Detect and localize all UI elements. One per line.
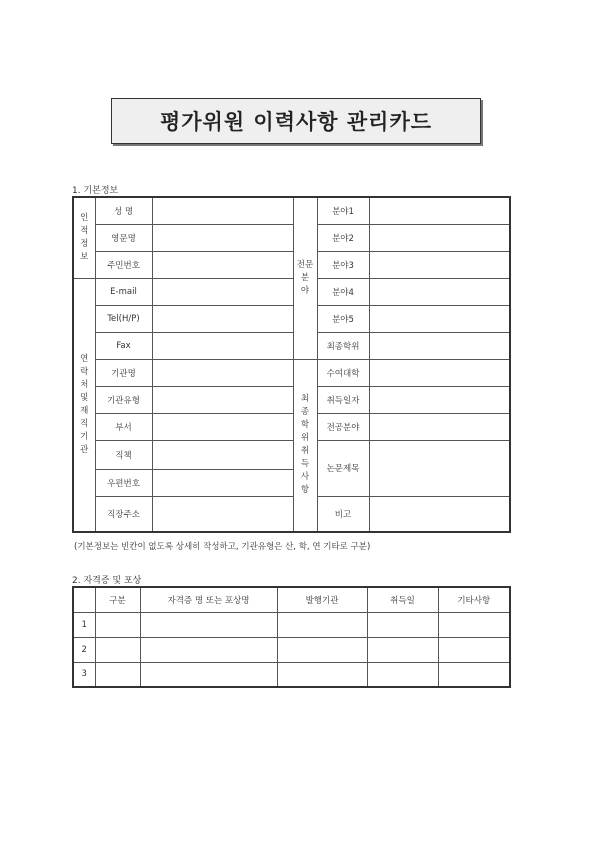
field-org-name[interactable] [152,359,293,386]
degree-group-label: 최 종 학 위 취 득 사 항 [293,359,317,532]
label-field2: 분야2 [317,224,369,251]
section2-heading: 2. 자격증 및 포상 [72,576,142,586]
cell-issuer[interactable] [277,662,367,687]
cell-category[interactable] [95,662,140,687]
field-english-name[interactable] [152,224,293,251]
table-row [73,662,510,687]
field-university[interactable] [369,359,510,386]
field-position[interactable] [152,440,293,469]
page-title: 평가위원 이력사항 관리카드 [111,98,481,144]
field-department[interactable] [152,413,293,440]
label-final-degree: 최종학위 [317,332,369,359]
table-row [73,637,510,662]
field-field2[interactable] [369,224,510,251]
col-header-issuer: 발행기관 [277,587,367,612]
cell-issuer[interactable] [277,612,367,637]
field-field3[interactable] [369,251,510,278]
field-field5[interactable] [369,305,510,332]
field-field4[interactable] [369,278,510,305]
field-org-type[interactable] [152,386,293,413]
table-row [73,612,510,637]
cell-other[interactable] [438,662,510,687]
cell-acquired-date[interactable] [367,612,438,637]
field-email[interactable] [152,278,293,305]
col-header-acquired-date: 취득일 [367,587,438,612]
label-org-type: 기관유형 [95,386,152,413]
field-thesis-title[interactable] [369,440,510,496]
label-field3: 분야3 [317,251,369,278]
cell-category[interactable] [95,612,140,637]
field-major[interactable] [369,413,510,440]
field-name[interactable] [152,197,293,224]
label-major: 전공분야 [317,413,369,440]
field-acquired-date[interactable] [369,386,510,413]
col-header-other: 기타사항 [438,587,510,612]
label-name: 성 명 [95,197,152,224]
cell-other[interactable] [438,637,510,662]
label-thesis-title: 논문제목 [317,440,369,496]
field-field1[interactable] [369,197,510,224]
label-english-name: 영문명 [95,224,152,251]
row-number: 3 [73,662,95,687]
cell-acquired-date[interactable] [367,637,438,662]
label-tel: Tel(H/P) [95,305,152,332]
label-email: E-mail [95,278,152,305]
cell-acquired-date[interactable] [367,662,438,687]
section1-heading: 1. 기본정보 [72,186,119,196]
label-org-name: 기관명 [95,359,152,386]
field-final-degree[interactable] [369,332,510,359]
label-acquired-date: 취득일자 [317,386,369,413]
label-postal-code: 우편번호 [95,469,152,496]
personal-info-group-label: 인 적 정 보 [73,197,95,278]
cell-certificate-name[interactable] [140,662,277,687]
label-work-address: 직장주소 [95,496,152,532]
basic-info-note: (기본정보는 빈칸이 없도록 상세히 작성하고, 기관유형은 산, 학, 연 기타로 구분) [74,542,371,552]
label-field5: 분야5 [317,305,369,332]
field-resident-number[interactable] [152,251,293,278]
cell-issuer[interactable] [277,637,367,662]
row-number: 1 [73,612,95,637]
cell-category[interactable] [95,637,140,662]
cell-certificate-name[interactable] [140,612,277,637]
field-work-address[interactable] [152,496,293,532]
field-tel[interactable] [152,305,293,332]
contact-group-label: 연 락 처 및 재 직 기 관 [73,278,95,532]
field-fax[interactable] [152,332,293,359]
label-position: 직책 [95,440,152,469]
label-remarks: 비고 [317,496,369,532]
label-university: 수여대학 [317,359,369,386]
label-field4: 분야4 [317,278,369,305]
label-resident-number: 주민번호 [95,251,152,278]
row-number: 2 [73,637,95,662]
label-fax: Fax [95,332,152,359]
basic-info-table [72,196,511,533]
specialty-group-label: 전문 분 야 [293,197,317,359]
field-remarks[interactable] [369,496,510,532]
cell-other[interactable] [438,612,510,637]
certificate-table [72,586,511,688]
col-header-category: 구분 [95,587,140,612]
label-field1: 분야1 [317,197,369,224]
label-department: 부서 [95,413,152,440]
col-header-number [73,587,95,612]
field-postal-code[interactable] [152,469,293,496]
cell-certificate-name[interactable] [140,637,277,662]
col-header-certificate-name: 자격증 명 또는 포상명 [140,587,277,612]
